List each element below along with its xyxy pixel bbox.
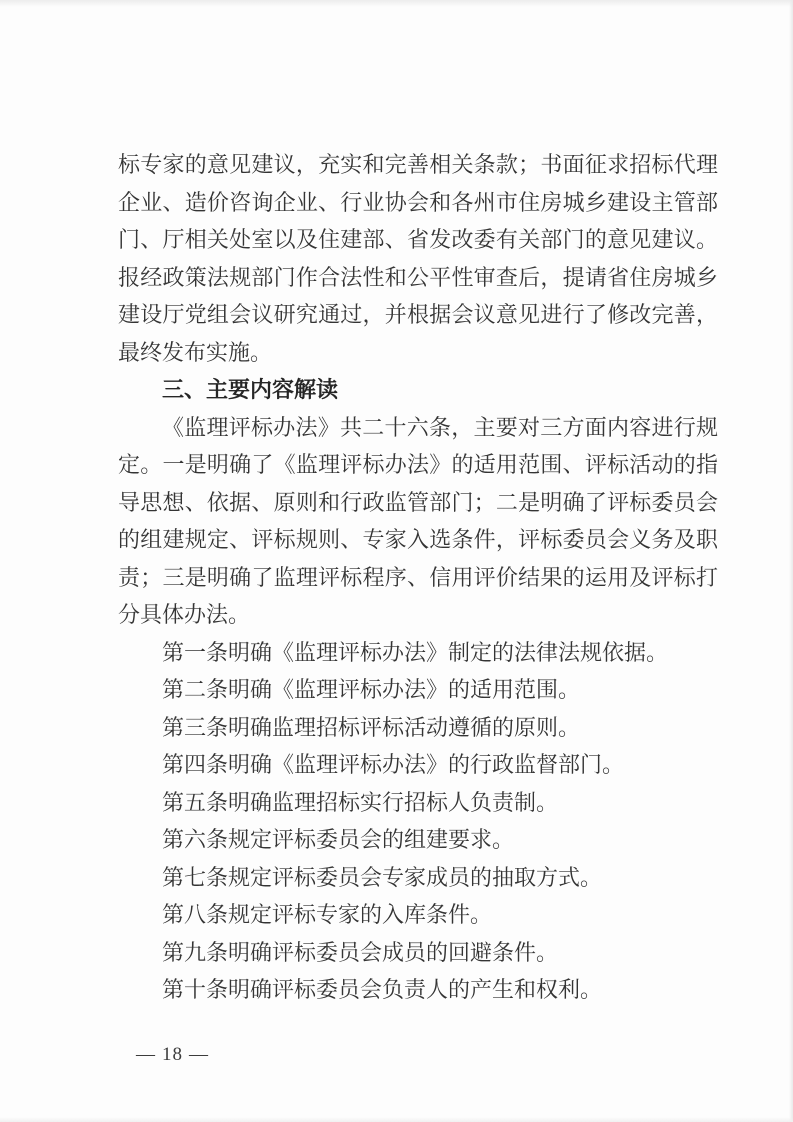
article-item-2: 第二条明确《监理评标办法》的适用范围。 — [162, 677, 581, 702]
paragraph-continuation: 标专家的意见建议，充实和完善相关条款；书面征求招标代理企业、造价咨询企业、行业协会和各州市住房城乡建设主管部门、厅相关处室以及住建部、省发改委有关部门的意见建议。报经政策法规部门作合法性和公平性审查后，提请省住房城乡建设厅党组会议研究通过，并根据会议意见进行了修改完善，最终发布实施。 — [118, 152, 718, 365]
article-item-5: 第五条明确监理招标实行招标人负责制。 — [162, 789, 559, 815]
scan-edge-bottom — [0, 1117, 793, 1122]
page-content — [118, 146, 718, 1009]
page-number-dash-right: — — [189, 1044, 209, 1065]
page-number-dash-left: — — [136, 1044, 156, 1065]
article-item-8: 第八条规定评标专家的入库条件。 — [162, 902, 493, 927]
article-item-4: 第四条明确《监理评标办法》的行政监督部门。 — [162, 752, 625, 777]
article-item-10: 第十条明确评标委员会负责人的产生和权利。 — [162, 977, 603, 1002]
article-item-9: 第九条明确评标委员会成员的回避条件。 — [162, 939, 559, 965]
scan-edge-right — [789, 0, 793, 1122]
article-item-6: 第六条规定评标委员会的组建要求。 — [162, 827, 515, 852]
article-item-1: 第一条明确《监理评标办法》制定的法律法规依据。 — [162, 639, 669, 665]
section-heading: 三、主要内容解读 — [162, 377, 339, 402]
paragraph-overview: 《监理评标办法》共二十六条，主要对三方面内容进行规定。一是明确了《监理评标办法》的适用范围、评标活动的指导思想、依据、原则和行政监管部门；二是明确了评标委员会的组建规定、评标规则、专家入选条件，评标委员会义务及职责；三是明确了监理评标程序、信用评价结果的运用及评标打分具体办法。 — [118, 414, 718, 627]
article-list — [118, 634, 718, 1009]
article-item-3: 第三条明确监理招标评标活动遵循的原则。 — [162, 714, 581, 740]
scan-edge-top — [0, 0, 793, 7]
page-number-value: 18 — [162, 1044, 183, 1065]
page-number — [136, 1042, 209, 1068]
article-item-7: 第七条规定评标委员会专家成员的抽取方式。 — [162, 864, 603, 890]
